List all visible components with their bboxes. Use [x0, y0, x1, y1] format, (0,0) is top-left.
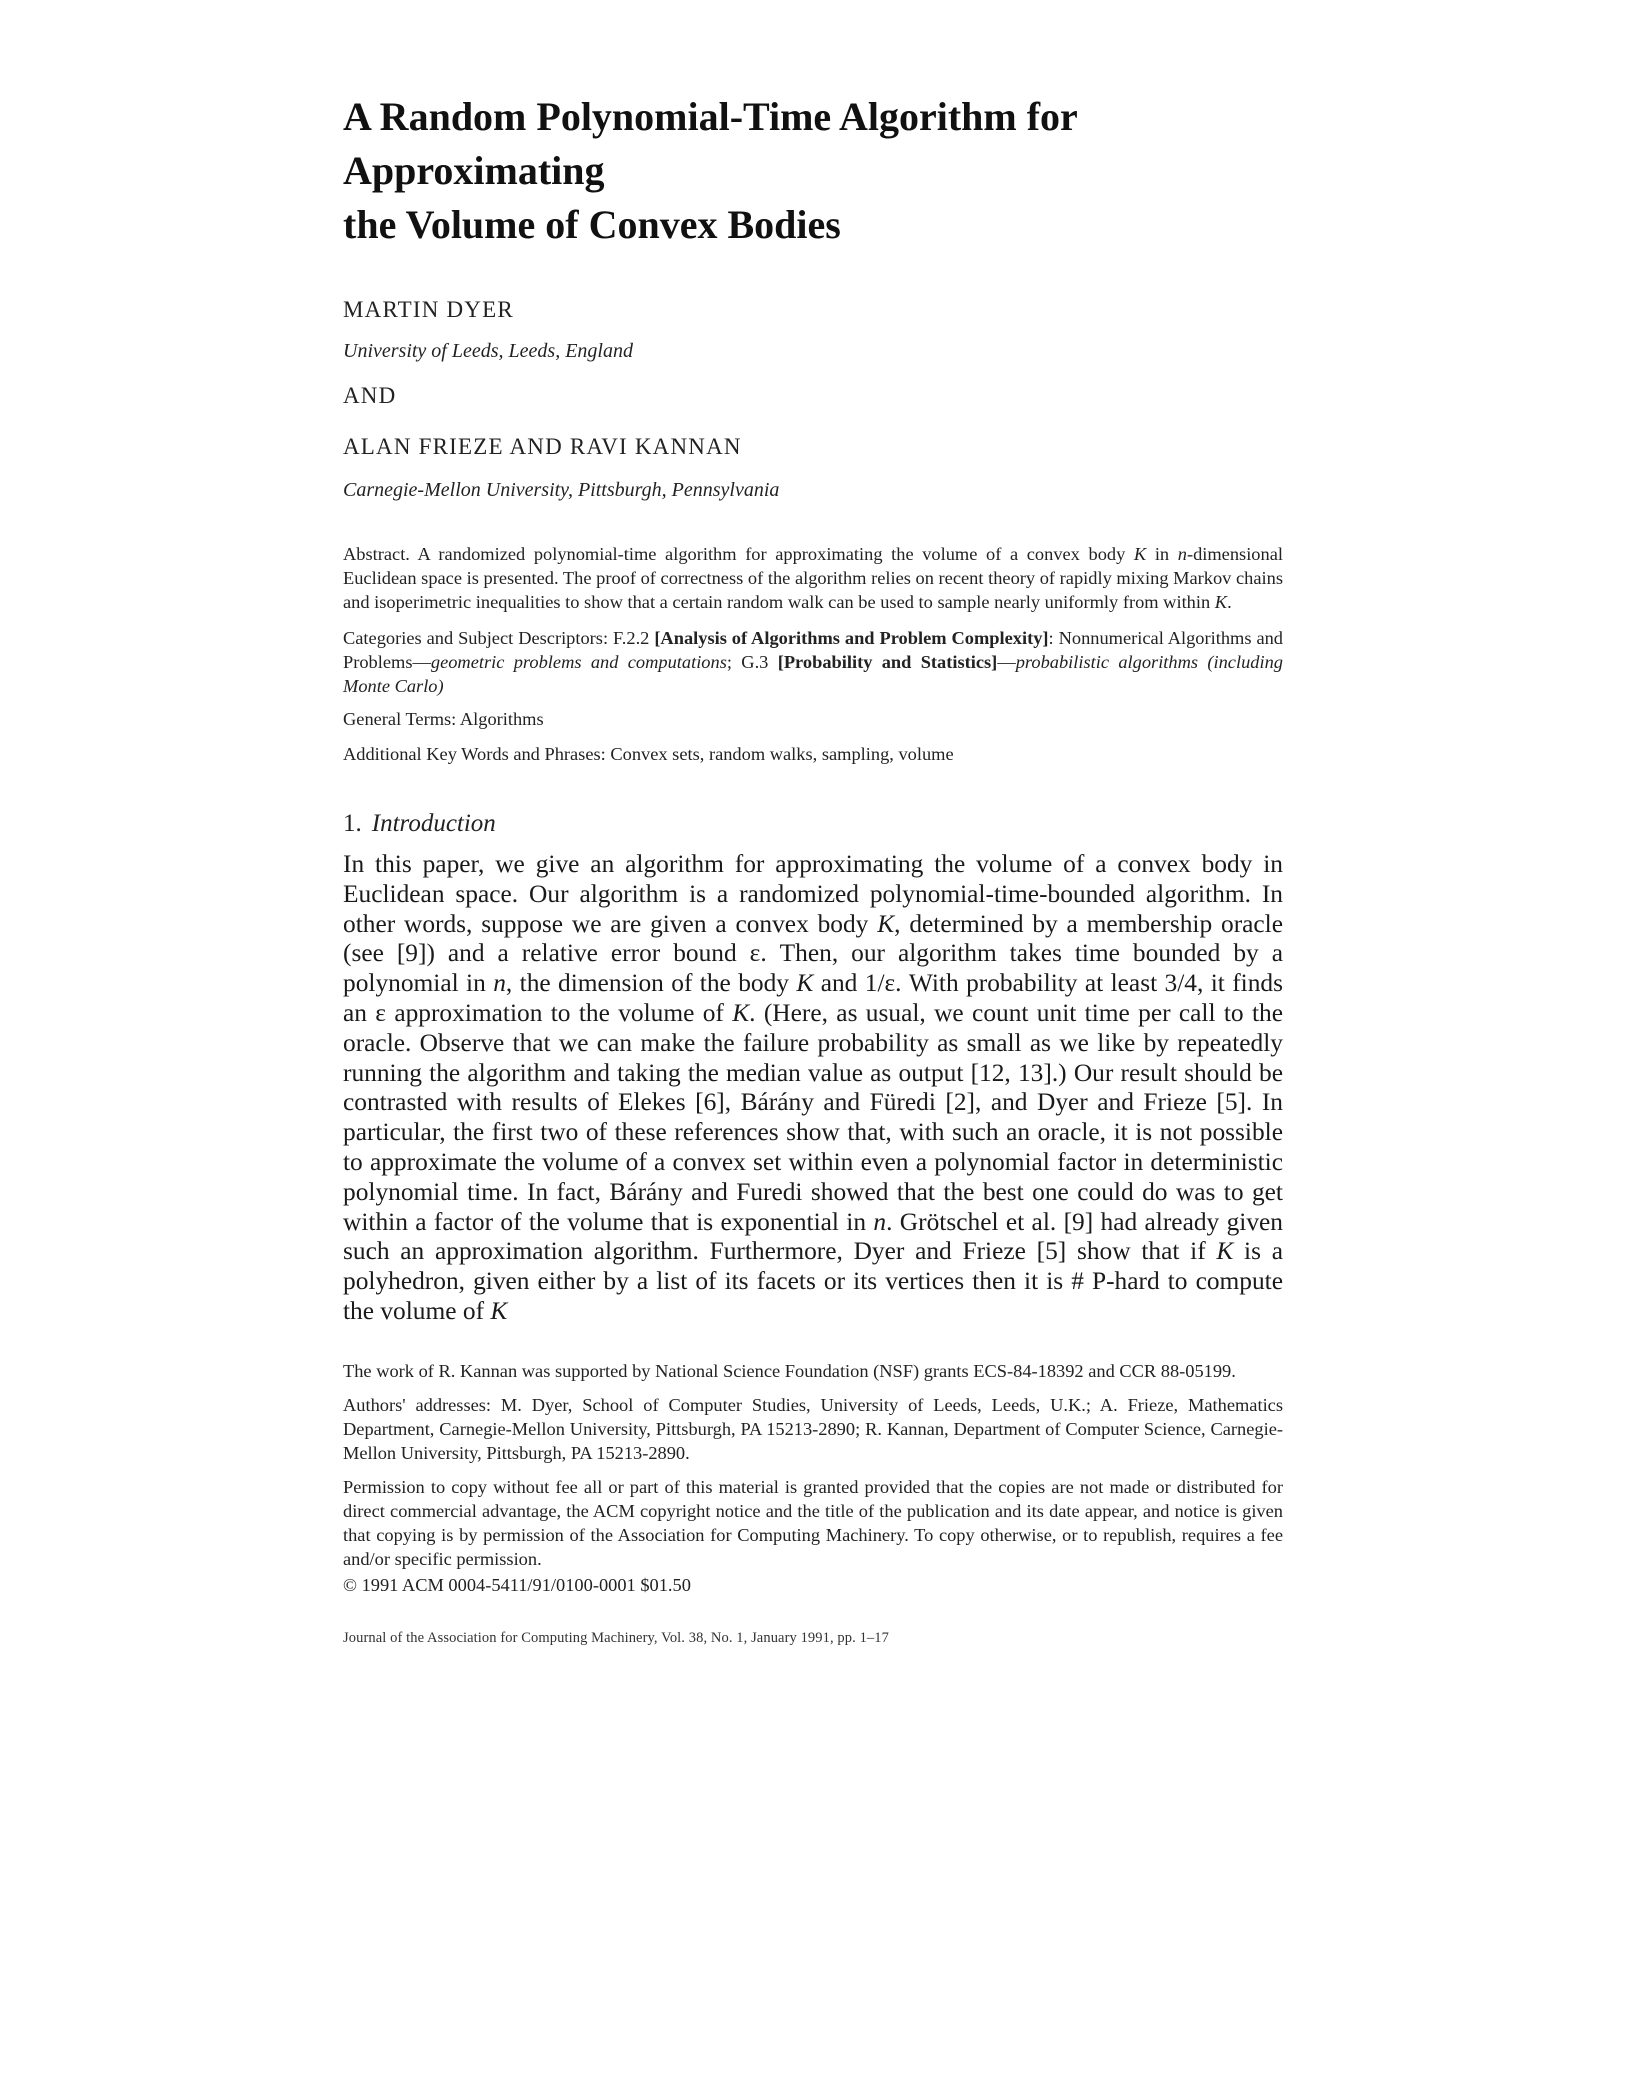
title-line-2: the Volume of Convex Bodies	[343, 202, 841, 247]
footnote-addresses: Authors' addresses: M. Dyer, School of Computer Studies, University of Leeds, Leeds, U.K.; A. Frieze, Mathematics Department, Carnegie-Mellon University, Pittsburgh, PA 15213-2890; R. Kannan, Department of Computer Science, Carnegie-Mellon University, Pittsburgh, PA 15213-2890.	[343, 1394, 1283, 1463]
keywords: Additional Key Words and Phrases: Convex sets, random walks, sampling, volume	[343, 744, 954, 764]
general-terms: General Terms: Algorithms	[343, 709, 544, 729]
journal-citation: Journal of the Association for Computing Machinery, Vol. 38, No. 1, January 1991, pp. 1–17	[343, 1629, 889, 1646]
subject-descriptors: Categories and Subject Descriptors: F.2.2 [Analysis of Algorithms and Problem Complexity]: Nonnumerical Algorithms and Problems—geometric problems and computations; G.3 [Probability and Statistics]—probabilistic algorithms (including Monte Carlo)	[343, 628, 1284, 696]
paper-title	[343, 90, 1283, 252]
section-number: 1.	[343, 810, 362, 837]
section-name: Introduction	[371, 810, 496, 837]
abstract-label: Abstract.	[343, 544, 410, 564]
author-affiliation-1: University of Leeds, Leeds, England	[343, 340, 633, 362]
author-name-2: ALAN FRIEZE AND RAVI KANNAN	[343, 434, 742, 459]
section-heading	[343, 810, 1283, 838]
author-name-1: MARTIN DYER	[343, 297, 514, 322]
footnote-permission: Permission to copy without fee all or part of this material is granted provided that the copies are not made or distributed for direct commercial advantage, the ACM copyright notice and the title of the publication and its date appear, and notice is given that copying is by permission of the Association for Computing Machinery. To copy otherwise, or to republish, requires a fee and/or specific permission.	[343, 1476, 1283, 1569]
copyright-line: © 1991 ACM 0004-5411/91/0100-0001 $01.50	[343, 1574, 691, 1595]
paper-page	[343, 90, 1283, 1647]
author-separator: AND	[343, 383, 397, 408]
title-line-1: A Random Polynomial-Time Algorithm for Approximating	[343, 94, 1078, 193]
abstract: Abstract. A randomized polynomial-time algorithm for approximating the volume of a convex body K in n-dimensional Euclidean space is presented. The proof of correctness of the algorithm relies on recent theory of rapidly mixing Markov chains and isoperimetric inequalities to show that a certain random walk can be used to sample nearly uniformly from within K.	[343, 544, 1283, 612]
introduction-paragraph: In this paper, we give an algorithm for approximating the volume of a convex body in Euclidean space. Our algorithm is a randomized polynomial-time-bounded algorithm. In other words, suppose we are given a convex body K, determined by a membership oracle (see [9]) and a relative error bound ε. Then, our algorithm takes time bounded by a polynomial in n, the dimension of the body K and 1/ε. With probability at least 3/4, it finds an ε approximation to the volume of K. (Here, as usual, we count unit time per call to the oracle. Observe that we can make the failure probability as small as we like by repeatedly running the algorithm and taking the median value as output [12, 13].) Our result should be contrasted with results of Elekes [6], Bárány and Füredi [2], and Dyer and Frieze [5]. In particular, the first two of these references show that, with such an oracle, it is not possible to approximate the volume of a convex set within even a polynomial factor in deterministic polynomial time. In fact, Bárány and Furedi showed that the best one could do was to get within a factor of the volume that is exponential in n. Grötschel et al. [9] had already given such an approximation algorithm. Furthermore, Dyer and Frieze [5] show that if K is a polyhedron, given either by a list of its facets or its vertices then it is # P-hard to compute the volume of K	[343, 850, 1284, 1325]
footnote-support: The work of R. Kannan was supported by National Science Foundation (NSF) grants ECS-84-18392 and CCR 88-05199.	[343, 1360, 1236, 1381]
author-affiliation-2: Carnegie-Mellon University, Pittsburgh, Pennsylvania	[343, 479, 780, 501]
